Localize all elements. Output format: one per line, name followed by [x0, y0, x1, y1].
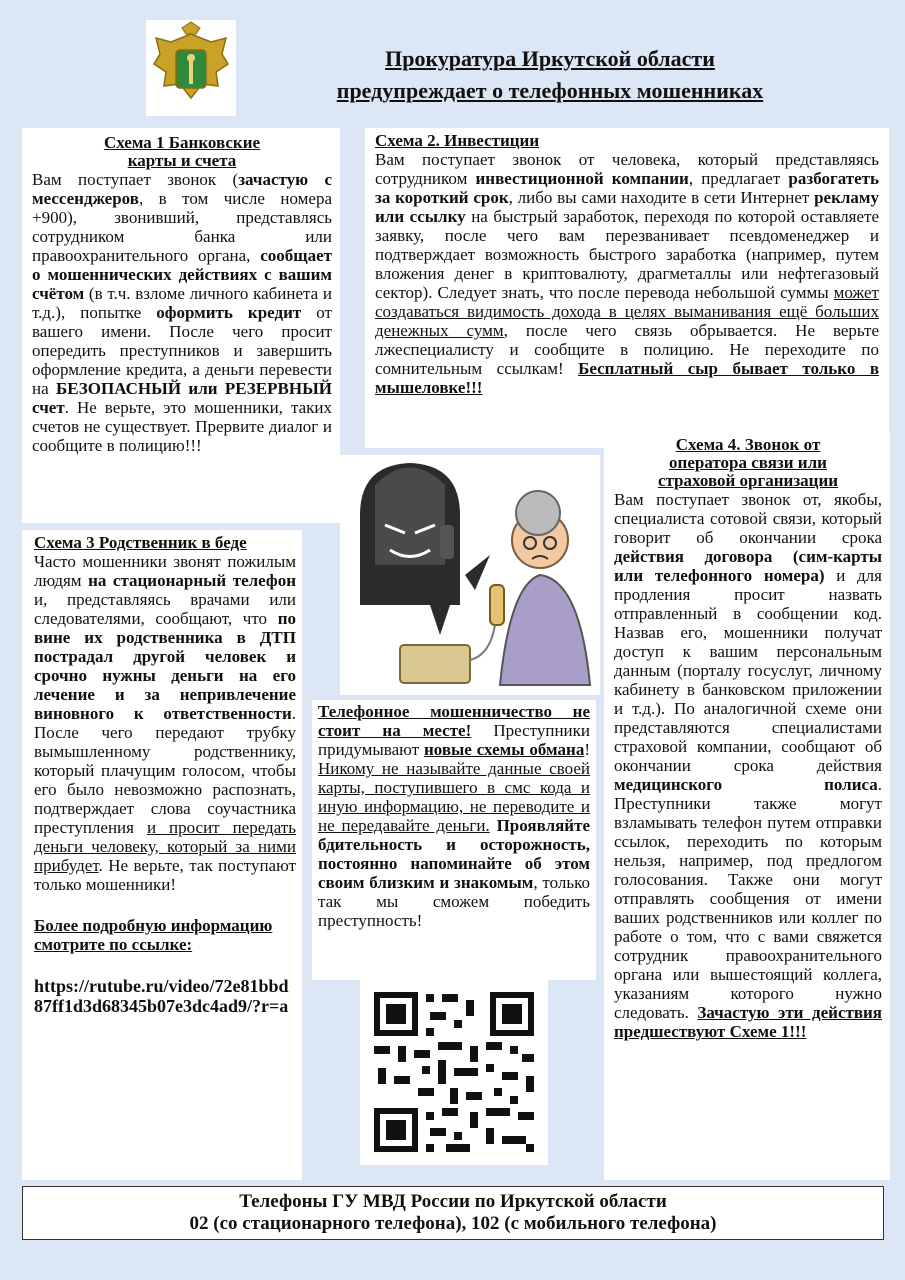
scheme3-text: Часто мошенники звонят пожилым людям на стационарный телефон и, представляясь врачами или следователями, сообщают, что по вине их родственника в ДТП пострадал другой человек и срочно нужны деньги на его лечение и за непривлечение виновного к ответственности. После чего передают трубку вымышленному родственнику, который плачущим голосом, чтобы его было невозможно распознать, подтверждает слова соучастника преступления и просит передать деньги человеку, который за ними прибудет. Не верьте, так поступают только мошенники!: [34, 552, 296, 894]
footer-line1: Телефоны ГУ МВД России по Иркутской области: [239, 1191, 667, 1212]
scheme1-title-line2: карты и счета: [127, 151, 237, 170]
scheme1-title-line1: Схема 1 Банковские: [103, 133, 261, 152]
scheme1-text: Вам поступает звонок (зачастую с мессенджеров, в том числе номера +900), звонивший, представлясь сотрудником банка или правоохранительного органа, сообщает о мошеннических действиях с вашим счётом (в т.ч. взломе личного кабинета и т.д.), попытке оформить кредит от вашего имени. После чего просит опередить преступников и завершить оформление кредита, а деньги перевести на БЕЗОПАСНЫЙ или РЕЗЕРВНЫЙ счет. Не верьте, это мошенники, таких счетов не существует. Прервите диалог и сообщите в полицию!!!: [32, 170, 332, 455]
scheme4-title-line2: оператора связи или: [669, 453, 827, 472]
middle-warning-text: Телефонное мошенничество не стоит на месте! Преступники придумывают новые схемы обмана! Никому не называйте данные своей карты, поступившего в смс кода и иную информацию, не переводите и не передавайте деньги. Проявляйте бдительность и осторожность, постоянно напоминайте об этом своим близким и знакомым, только так мы сможем победить преступность!: [318, 702, 590, 930]
footer-phones-box: [22, 1186, 884, 1240]
scheme2-text: Вам поступает звонок от человека, который представляясь сотрудником инвестиционной компании, предлагает разбогатеть за короткий срок, либо вы сами находите в сети Интернет рекламу или ссылку на быстрый заработок, переходя по которой оставляете заявку, после чего вам перезванивает псевдоменеджер и подтверждает возможность быстрого заработка (например, путем вложения денег в криптовалюту, драгметаллы или нефтегазовый сектор). Следует знать, что после перевода небольшой суммы может создаваться видимость дохода в целях выманивания ещё больших денежных сумм, после чего связь обрывается. Не верьте лжеспециалисту и сообщите в полицию. Не переходите по сомнительным ссылкам! Бесплатный сыр бывает только в мышеловке!!!: [375, 150, 879, 397]
header-title-line1: Прокуратура Иркутской области: [385, 46, 715, 71]
scheme4-text: Вам поступает звонок от, якобы, специалиста сотовой связи, который говорит об окончании срока действия договора (сим-карты или телефонного номера) и для продления просит назвать отправленный в сообщении код. Назвав его, мошенники получат доступ к вашим персональным данным (порталу госуслуг, личному кабинету в банковском приложении и т.д.). По аналогичной схеме они представляются специалистами страховой компании, сообщают об окончании срока действия медицинского полиса. Преступники также могут взламывать телефон путем отправки ссылок, переходить по которым нельзя, например, под предлогом голосования. Также они могут отправлять сообщения от имени ваших родственников или коллег по работе о том, что с вами свяжется сотрудник правоохранительного органа или вышестоящий коллега, указаниям которого нужно следовать. Зачастую эти действия предшествуют Схеме 1!!!: [614, 490, 883, 1041]
prosecutor-emblem-icon: [146, 20, 236, 116]
scheme3-title: Схема 3 Родственник в беде: [34, 533, 247, 552]
scheme4-box: [604, 432, 890, 1180]
qr-code[interactable]: [360, 980, 548, 1165]
scheme1-box: [22, 128, 340, 523]
footer-line2: 02 (со стационарного телефона), 102 (с мобильного телефона): [189, 1213, 717, 1234]
scammer-and-grandma-icon: [340, 455, 600, 695]
scheme3-box: [22, 530, 302, 1180]
more-info-title: Более подробную информацию смотрите по ссылке:: [34, 916, 273, 954]
qr-code-icon: [360, 980, 548, 1165]
scheme4-title-line3: страховой организации: [657, 471, 839, 490]
header-title-line2: предупреждает о телефонных мошенниках: [336, 78, 764, 103]
scheme4-title-line1: Схема 4. Звонок от: [675, 435, 821, 454]
rutube-link[interactable]: https://rutube.ru/video/72e81bbd87ff1d3d68345b07e3dc4ad9/?r=a: [34, 976, 289, 1016]
fraud-illustration: [340, 455, 600, 695]
scheme2-box: [365, 128, 889, 448]
scheme2-title: Схема 2. Инвестиции: [375, 131, 540, 150]
middle-warning-box: [312, 700, 596, 980]
